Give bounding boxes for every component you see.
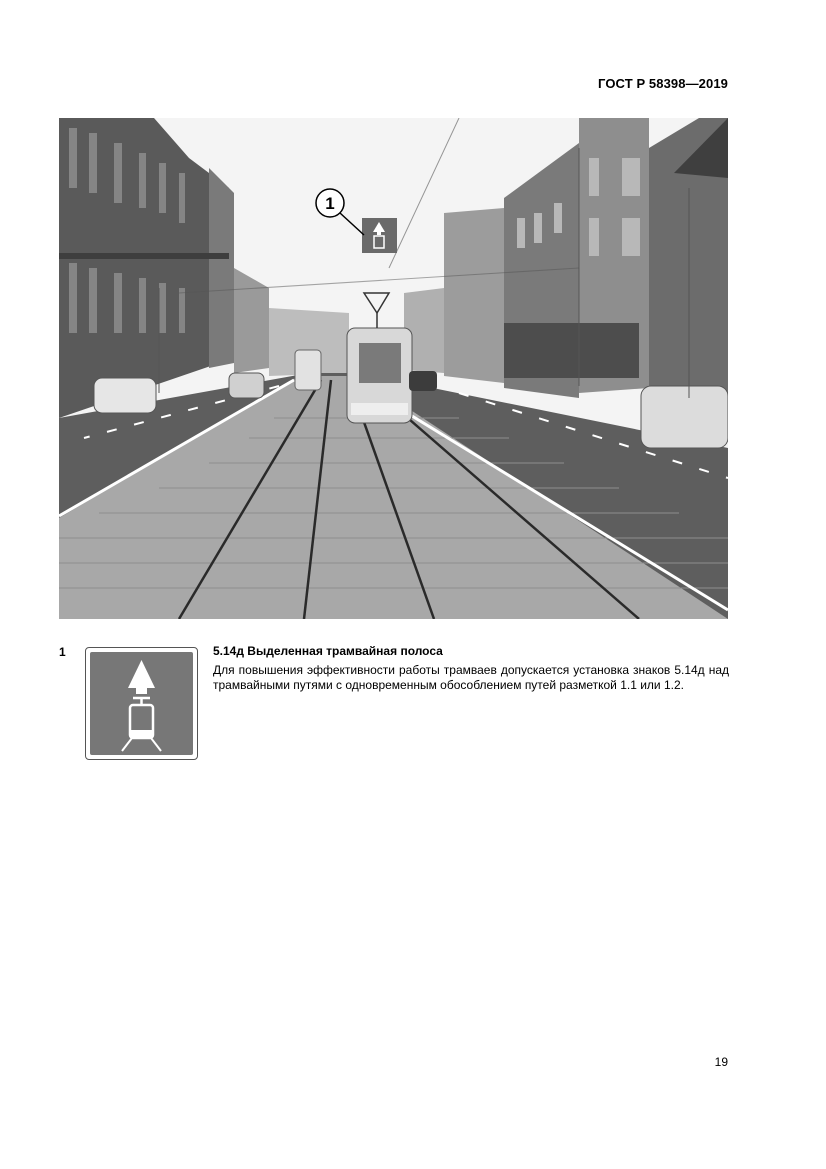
sign-title: 5.14д Выделенная трамвайная полоса <box>213 644 443 658</box>
legend-description <box>213 644 729 693</box>
page-number: 19 <box>714 1055 728 1069</box>
standard-code: ГОСТ Р 58398—2019 <box>598 76 728 91</box>
legend-item-number: 1 <box>59 645 66 659</box>
street-scene-photo <box>59 118 728 619</box>
sign-explanation: Для повышения эффективности работы трамваев допускается установка знаков 5.14д над трамвайными путями с одновременным обособлением путей разметкой 1.1 или 1.2. <box>213 663 729 692</box>
tram-lane-sign-in-photo <box>362 218 397 253</box>
tram-lane-sign-icon <box>85 647 198 760</box>
callout-number: 1 <box>325 194 335 213</box>
